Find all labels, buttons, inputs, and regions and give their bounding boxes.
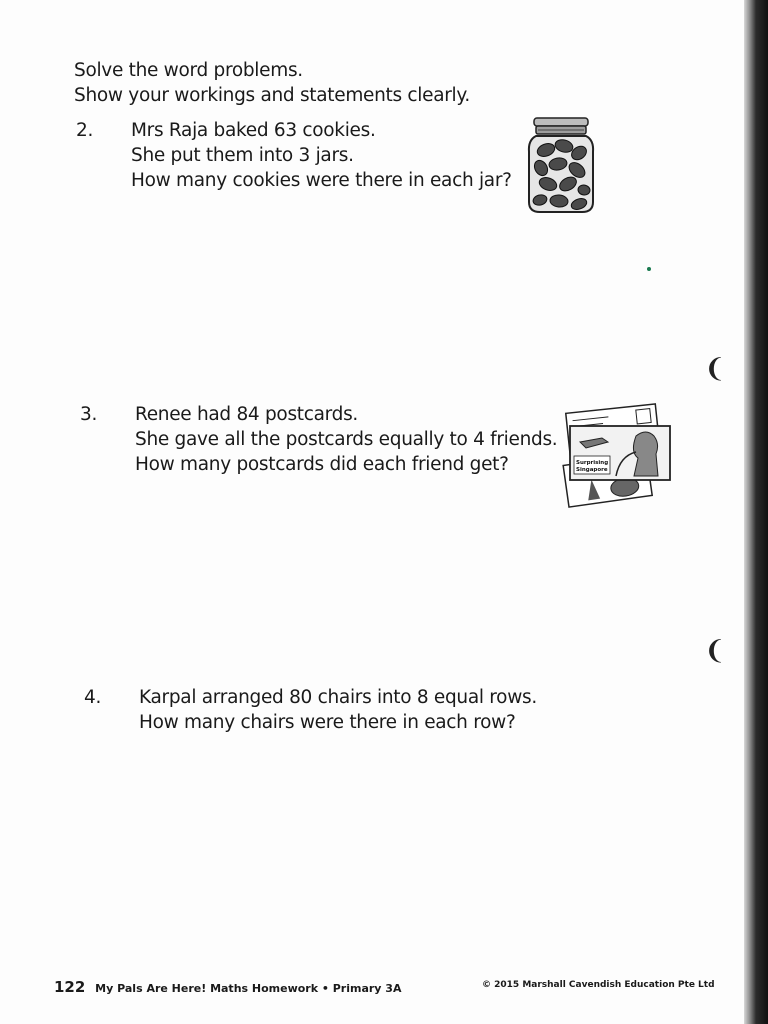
question-number: 2. bbox=[76, 120, 94, 141]
page-number: 122 bbox=[54, 978, 86, 996]
postcards-icon bbox=[560, 402, 676, 512]
question-text bbox=[135, 402, 557, 477]
copyright: © 2015 Marshall Cavendish Education Pte Ltd bbox=[482, 980, 715, 990]
question-line: How many chairs were there in each row? bbox=[139, 712, 516, 733]
question-line: Karpal arranged 80 chairs into 8 equal rows. bbox=[139, 687, 537, 708]
question-line: She put them into 3 jars. bbox=[131, 145, 354, 166]
binder-ring-hole: ❨ bbox=[704, 354, 726, 384]
question-text bbox=[139, 685, 537, 735]
postcard-caption-2: Singapore bbox=[576, 467, 608, 473]
question-line: Mrs Raja baked 63 cookies. bbox=[131, 120, 376, 141]
question-line: How many cookies were there in each jar? bbox=[131, 170, 512, 191]
instructions bbox=[74, 58, 470, 108]
book-title: My Pals Are Here! Maths Homework • Primary 3A bbox=[95, 982, 402, 995]
ink-dot bbox=[647, 267, 651, 271]
footer-book-info bbox=[54, 978, 401, 996]
question-line: Renee had 84 postcards. bbox=[135, 404, 358, 425]
question-number: 4. bbox=[84, 687, 102, 708]
binder-edge bbox=[744, 0, 768, 1024]
instruction-line-2: Show your workings and statements clearly. bbox=[74, 85, 470, 106]
question-number: 3. bbox=[80, 404, 98, 425]
postcard-caption-1: Surprising bbox=[576, 460, 609, 466]
question-line: She gave all the postcards equally to 4 friends. bbox=[135, 429, 558, 450]
cookie-jar-icon bbox=[526, 116, 596, 216]
question-text bbox=[131, 118, 512, 193]
binder-ring-hole: ❨ bbox=[704, 636, 726, 666]
question-line: How many postcards did each friend get? bbox=[135, 454, 509, 475]
instruction-line-1: Solve the word problems. bbox=[74, 60, 303, 81]
